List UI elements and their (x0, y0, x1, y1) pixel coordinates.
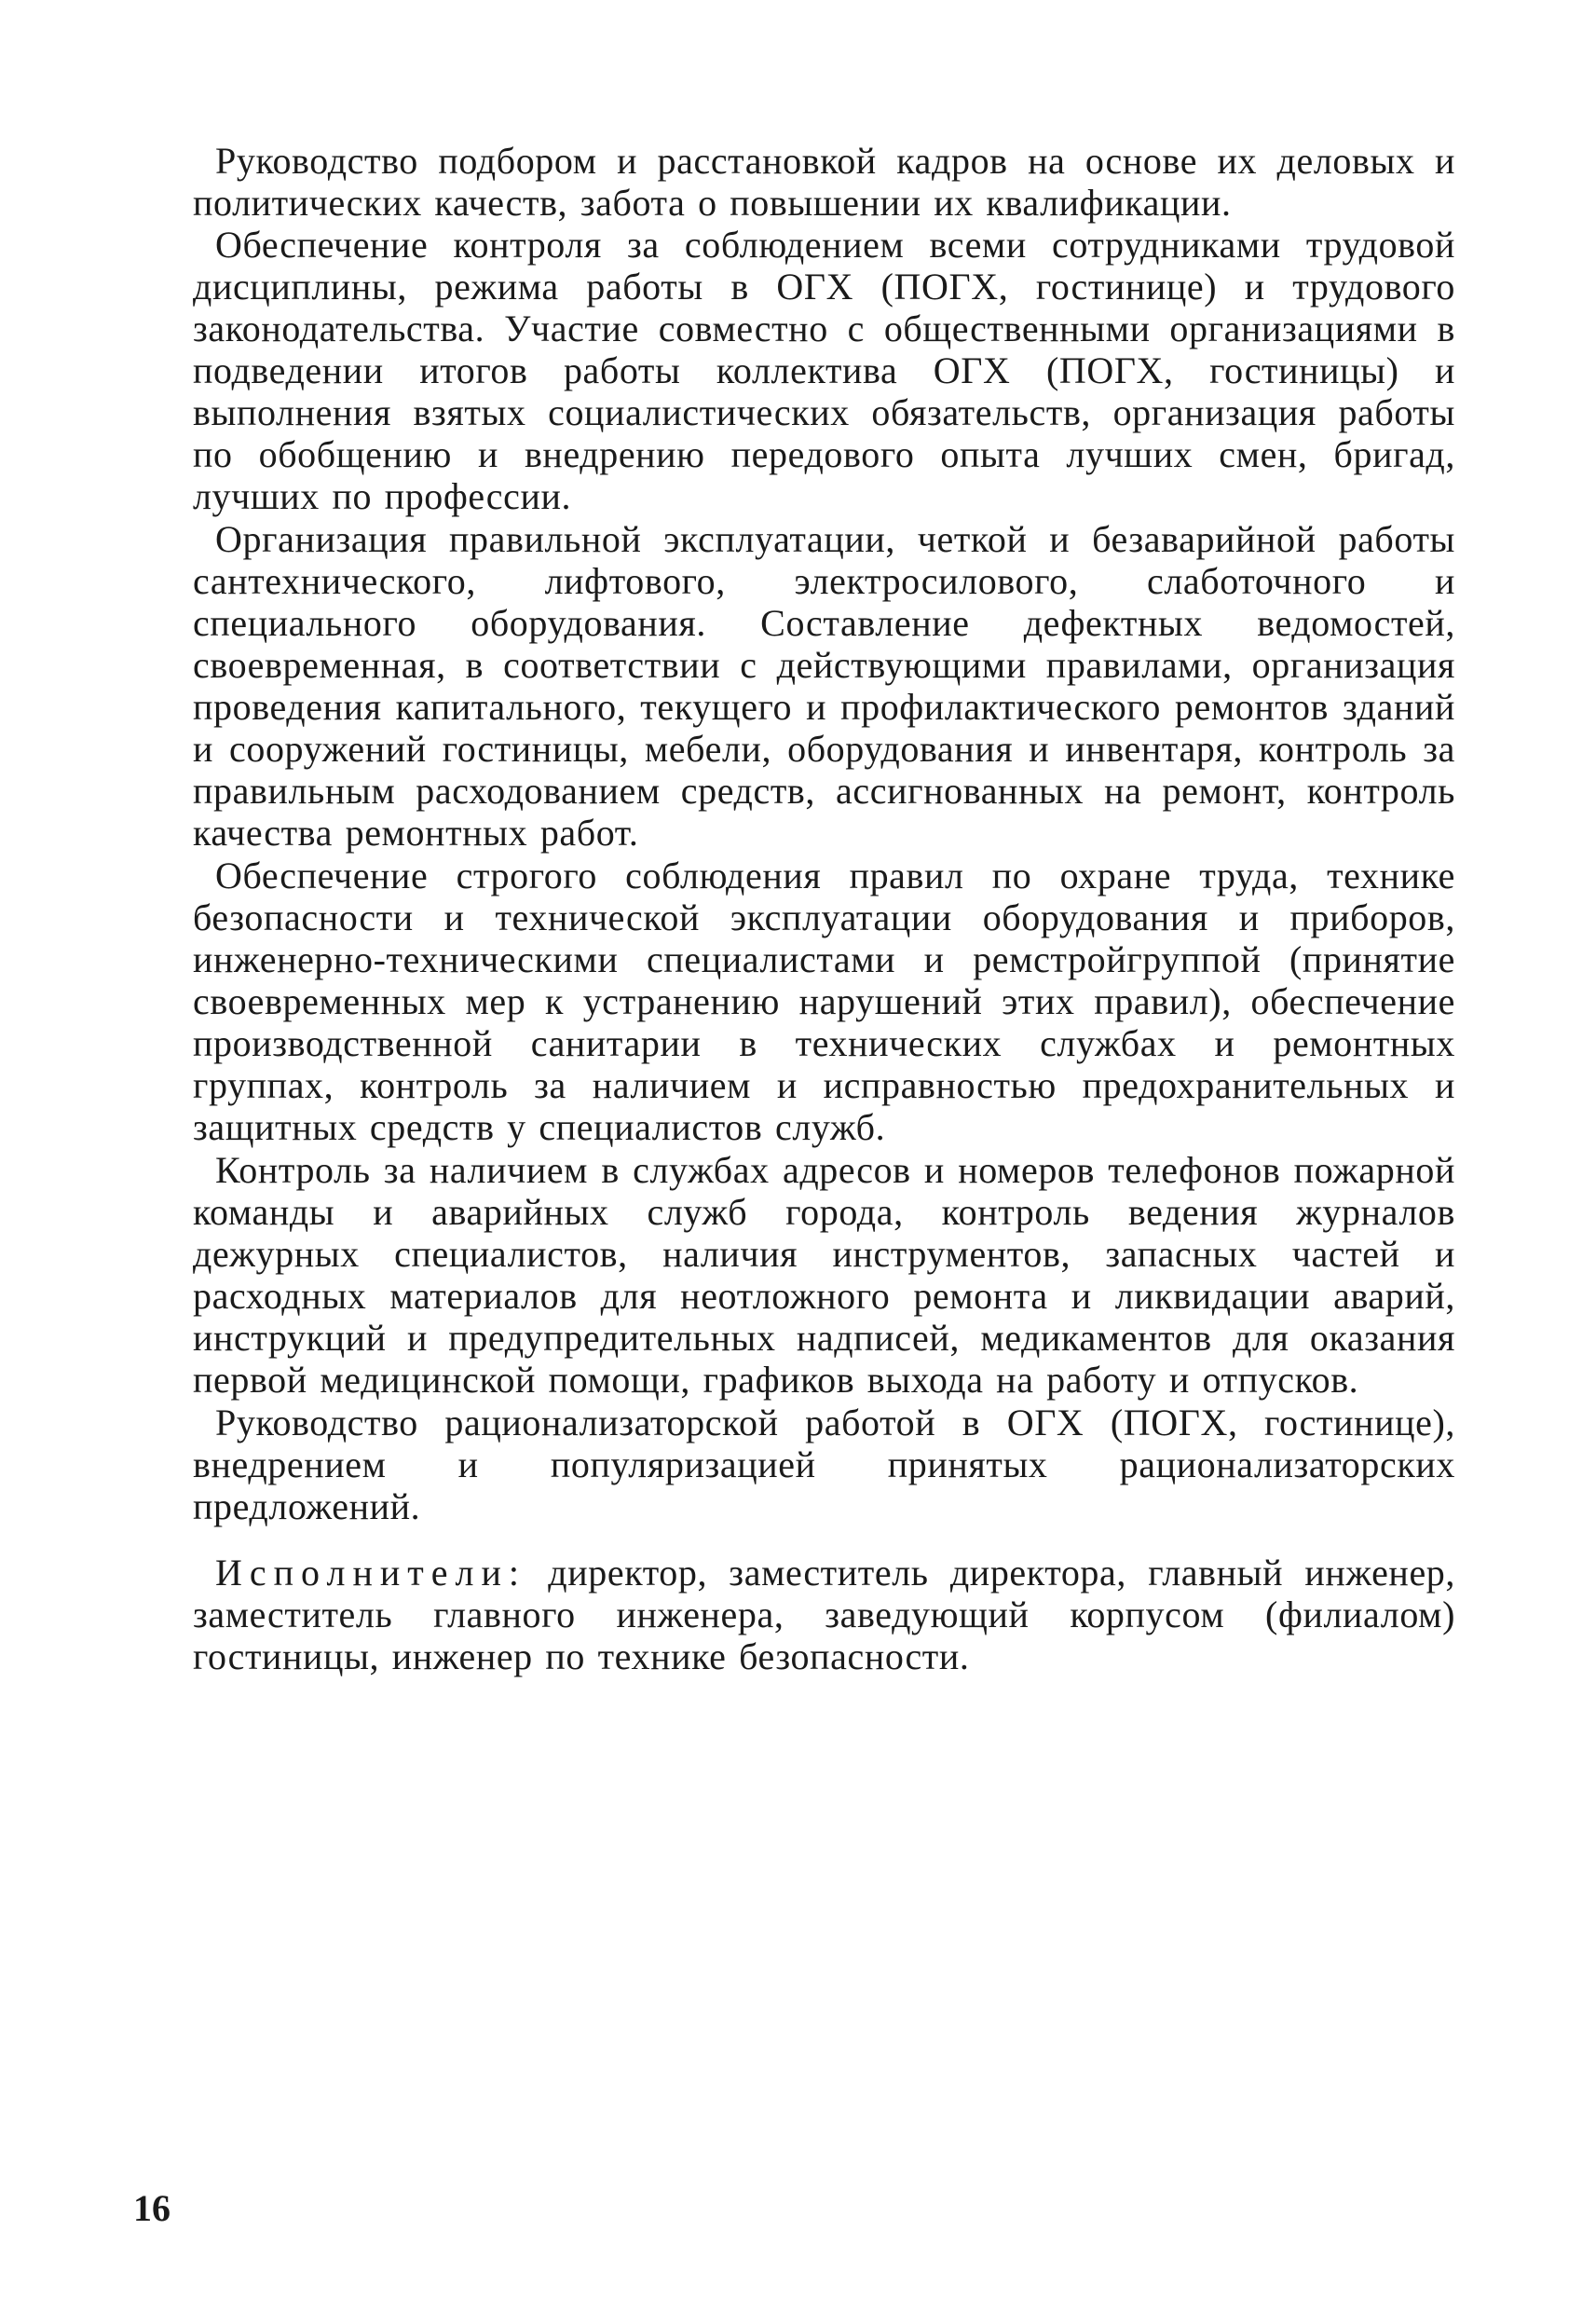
executors-label: Исполнители: (215, 1552, 527, 1594)
executors-paragraph (193, 1552, 1455, 1677)
executors-list: директор, заместитель директора, главный инженер, заместитель главного инженера, заведующий корпусом (филиалом) гостиницы, инженер по технике безопасности. (193, 1552, 1455, 1677)
paragraph-discipline-control: Обеспечение контроля за соблюдением всеми сотрудниками трудовой дисциплины, режима работы в ОГХ (ПОГХ, гостинице) и трудового законодательства. Участие совместно с общественными организациями в подведении итогов работы коллектива ОГХ (ПОГХ, гостиницы) и выполнения взятых социалистических обязательств, организация работы по обобщению и внедрению передового опыта лучших смен, бригад, лучших по профессии. (193, 224, 1455, 517)
paragraph-emergency-readiness: Контроль за наличием в службах адресов и номеров телефонов пожарной команды и аварийных служб города, контроль ведения журналов дежурных специалистов, наличия инструментов, запасных частей и расходных материалов для неотложного ремонта и ликвидации аварий, инструкций и предупредительных надписей, медикаментов для оказания первой медицинской помощи, графиков выхода на работу и отпусков. (193, 1149, 1455, 1401)
paragraph-rationalization: Руководство рационализаторской работой в ОГХ (ПОГХ, гостинице), внедрением и популяризацией принятых рационализаторских предложений. (193, 1402, 1455, 1527)
paragraph-staff-management: Руководство подбором и расстановкой кадров на основе их деловых и политических качеств, забота о повышении их квалификации. (193, 140, 1455, 224)
body-text (193, 140, 1455, 1677)
paragraph-safety-compliance: Обеспечение строгого соблюдения правил по охране труда, технике безопасности и технической эксплуатации оборудования и приборов, инженерно-техническими специалистами и ремстройгруппой (принятие своевременных мер к устранению нарушений этих правил), обеспечение производственной санитарии в технических службах и ремонтных группах, контроль за наличием и исправностью предохранительных и защитных средств у специалистов служб. (193, 855, 1455, 1148)
paragraph-equipment-operation: Организация правильной эксплуатации, четкой и безаварийной работы сантехнического, лифтового, электросилового, слаботочного и специального оборудования. Составление дефектных ведомостей, своевременная, в соответствии с действующими правилами, организация проведения капитального, текущего и профилактического ремонтов зданий и сооружений гостиницы, мебели, оборудования и инвентаря, контроль за правильным расходованием средств, ассигнованных на ремонт, контроль качества ремонтных работ. (193, 518, 1455, 854)
page-number: 16 (133, 2187, 171, 2229)
